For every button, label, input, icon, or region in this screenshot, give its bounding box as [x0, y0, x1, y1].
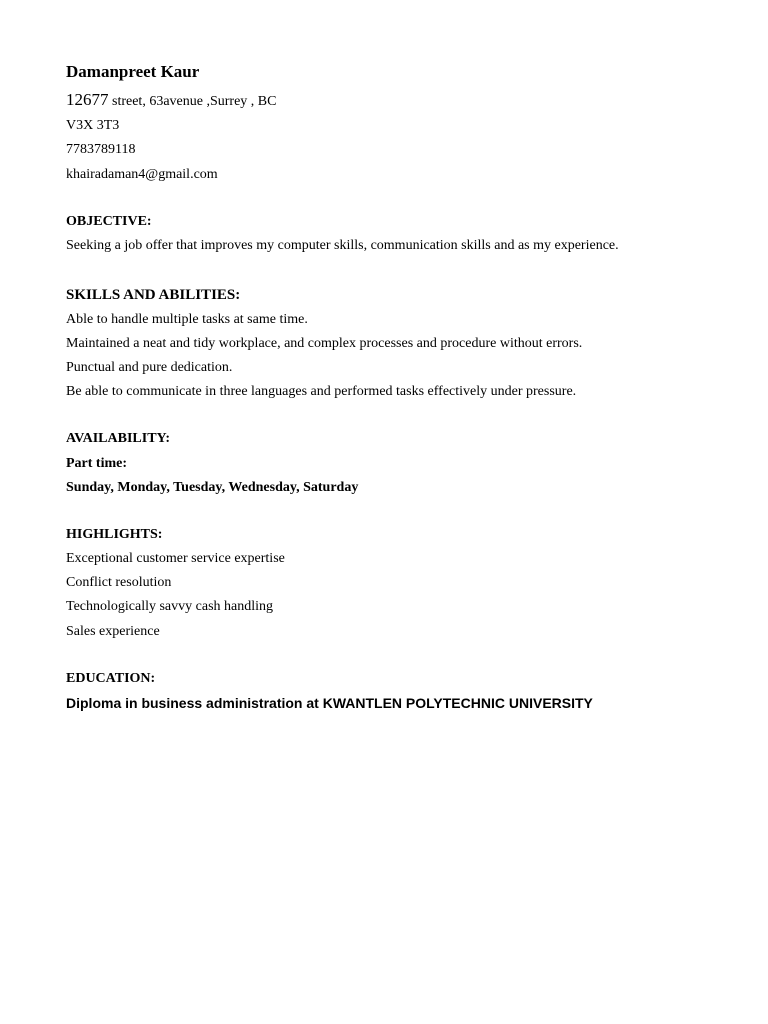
availability-days: Sunday, Monday, Tuesday, Wednesday, Saturday: [66, 480, 359, 495]
highlights-heading: HIGHLIGHTS:: [66, 527, 163, 542]
highlight-item: Conflict resolution: [66, 575, 172, 590]
skill-item: Maintained a neat and tidy workplace, and complex processes and procedure without errors.: [66, 336, 583, 351]
street-number: 12677: [66, 90, 109, 109]
street-address: street, 63avenue ,Surrey , BC: [108, 94, 277, 109]
education-item: Diploma in business administration at KWANTLEN POLYTECHNIC UNIVERSITY: [66, 695, 593, 711]
education-heading: EDUCATION:: [66, 671, 156, 686]
highlight-item: Exceptional customer service expertise: [66, 551, 285, 566]
objective-heading: OBJECTIVE:: [66, 214, 152, 229]
highlight-item: Technologically savvy cash handling: [66, 599, 274, 614]
availability-heading: AVAILABILITY:: [66, 431, 171, 446]
highlight-item: Sales experience: [66, 624, 160, 639]
phone-number: 7783789118: [66, 142, 136, 157]
skills-heading: SKILLS AND ABILITIES:: [66, 287, 241, 303]
address-line: [66, 91, 276, 111]
applicant-name: Damanpreet Kaur: [66, 62, 200, 81]
availability-type: Part time:: [66, 456, 128, 471]
skill-item: Punctual and pure dedication.: [66, 360, 233, 375]
skill-item: Be able to communicate in three languages and performed tasks effectively under pressure.: [66, 384, 577, 399]
skill-item: Able to handle multiple tasks at same time.: [66, 312, 308, 327]
postal-code: V3X 3T3: [66, 118, 120, 133]
objective-text: Seeking a job offer that improves my computer skills, communication skills and as my experience.: [66, 238, 619, 253]
email-address: khairadaman4@gmail.com: [66, 167, 218, 182]
